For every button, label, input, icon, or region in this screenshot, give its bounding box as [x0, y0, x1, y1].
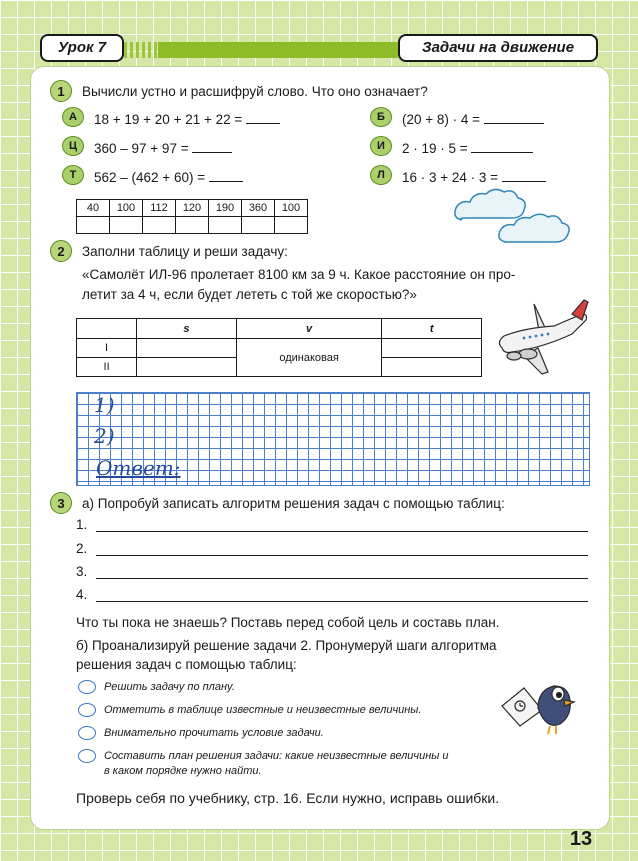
task-number: 2 — [50, 240, 72, 262]
answer-blank[interactable] — [484, 109, 544, 124]
code-value: 112 — [143, 200, 176, 217]
hand-step1: 1) — [94, 393, 115, 417]
number-oval[interactable] — [78, 703, 96, 717]
expression: 18 + 19 + 20 + 21 + 22 = — [94, 109, 280, 128]
letter-badge: Т — [62, 165, 84, 185]
answer-blank[interactable] — [246, 109, 280, 124]
expression: (20 + 8) · 4 = — [402, 109, 544, 128]
hand-step2: 2) — [94, 424, 115, 448]
expression: 2 · 19 · 5 = — [402, 138, 533, 157]
bird-illustration — [498, 668, 578, 738]
letter-badge: Л — [370, 165, 392, 185]
number-oval[interactable] — [78, 749, 96, 763]
number-oval[interactable] — [78, 726, 96, 740]
movement-table — [76, 318, 482, 377]
check-text: Проверь себя по учебнику, стр. 16. Если нужно, исправь ошибки. — [76, 790, 500, 806]
header-stripes — [118, 42, 158, 58]
answer-line[interactable] — [96, 530, 588, 532]
task3-part-a: а) Попробуй записать алгоритм решения задач с помощью таблиц: — [82, 496, 505, 511]
hand-answer: Ответ: — [96, 456, 181, 480]
letter-badge: А — [62, 107, 84, 127]
line-label: 3. — [76, 564, 88, 579]
answer-blank[interactable] — [502, 167, 546, 182]
expression: 360 – 97 + 97 = — [94, 138, 232, 157]
task3-part-b: б) Проанализируй решение задачи 2. Пронумеруй шаги алгоритма — [76, 638, 497, 653]
task2-instruction: Заполни таблицу и реши задачу: — [82, 244, 288, 259]
clouds-illustration — [440, 186, 590, 256]
header-s: s — [137, 319, 237, 339]
code-letter-cell[interactable] — [242, 217, 275, 234]
task-number: 3 — [50, 492, 72, 514]
algorithm-step: Отметить в таблице известные и неизвестные величины. — [104, 704, 422, 716]
answer-line[interactable] — [96, 577, 588, 579]
problem-text: «Самолёт ИЛ-96 пролетает 8100 км за 9 ч. Какое расстояние он про- — [82, 267, 516, 282]
answer-blank[interactable] — [471, 138, 533, 153]
algorithm-step: Решить задачу по плану. — [104, 681, 235, 693]
table-cell[interactable] — [137, 358, 237, 377]
number-oval[interactable] — [78, 680, 96, 694]
v-same-cell: одинаковая — [236, 339, 382, 377]
code-value: 190 — [209, 200, 242, 217]
code-value: 120 — [176, 200, 209, 217]
algorithm-step: Составить план решения задачи: какие неизвестные величины и — [104, 750, 449, 762]
answer-blank[interactable] — [192, 138, 232, 153]
header-v: v — [236, 319, 382, 339]
line-label: 1. — [76, 517, 88, 532]
table-cell[interactable] — [137, 339, 237, 358]
line-label: 4. — [76, 587, 88, 602]
code-letter-cell[interactable] — [209, 217, 242, 234]
goal-text: Что ты пока не знаешь? Поставь перед собой цель и составь план. — [76, 615, 500, 630]
table-cell[interactable] — [382, 339, 482, 358]
lesson-label: Урок 7 — [40, 34, 124, 62]
row-label: I — [77, 339, 137, 358]
page-number: 13 — [569, 828, 593, 850]
answer-blank[interactable] — [209, 167, 243, 182]
line-label: 2. — [76, 541, 88, 556]
code-table — [76, 199, 308, 234]
task1-instruction: Вычисли устно и расшифруй слово. Что оно означает? — [82, 84, 428, 99]
code-value: 100 — [275, 200, 308, 217]
table-corner — [77, 319, 137, 339]
answer-line[interactable] — [96, 554, 588, 556]
table-cell[interactable] — [382, 358, 482, 377]
algorithm-step: в каком порядке нужно найти. — [104, 765, 262, 777]
code-value: 360 — [242, 200, 275, 217]
letter-badge: Б — [370, 107, 392, 127]
problem-text: летит за 4 ч, если будет лететь с той же скоростью?» — [82, 287, 417, 302]
code-letter-cell[interactable] — [275, 217, 308, 234]
answer-line[interactable] — [96, 600, 588, 602]
task3-part-b: решения задач с помощью таблиц: — [76, 657, 297, 672]
code-letter-cell[interactable] — [77, 217, 110, 234]
algorithm-step: Внимательно прочитать условие задачи. — [104, 727, 324, 739]
task-number: 1 — [50, 80, 72, 102]
topic-label: Задачи на движение — [398, 34, 598, 62]
airplane-illustration — [494, 296, 590, 378]
code-letter-cell[interactable] — [176, 217, 209, 234]
code-letter-cell[interactable] — [143, 217, 176, 234]
code-value: 40 — [77, 200, 110, 217]
code-value: 100 — [110, 200, 143, 217]
letter-badge: И — [370, 136, 392, 156]
expression: 16 · 3 + 24 · 3 = — [402, 167, 546, 186]
code-letter-cell[interactable] — [110, 217, 143, 234]
expression: 562 – (462 + 60) = — [94, 167, 243, 186]
row-label: II — [77, 358, 137, 377]
letter-badge: Ц — [62, 136, 84, 156]
header-bar — [158, 42, 398, 58]
header-t: t — [382, 319, 482, 339]
